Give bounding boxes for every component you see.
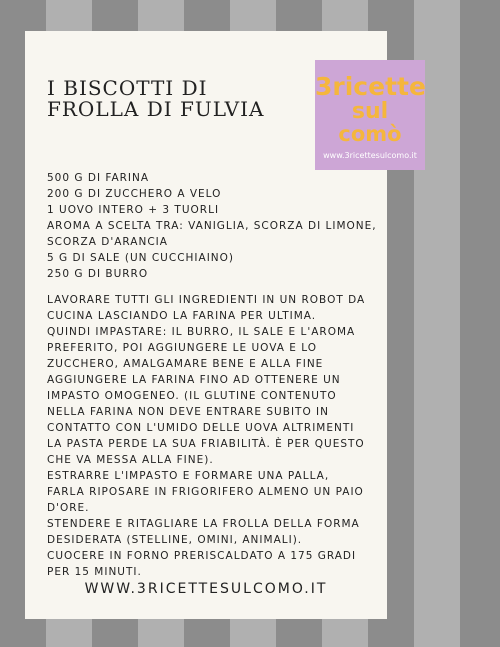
ingredient-item: 500 G DI FARINA (47, 172, 150, 184)
instruction-step: ESTRARRE L'IMPASTO E FORMARE UNA PALLA, FARLA RIPOSARE IN FRIGORIFERO ALMENO UN PAIO D'ORE. (47, 470, 364, 514)
instruction-step: QUINDI IMPASTARE: IL BURRO, IL SALE E L'AROMA PREFERITO, POI AGGIUNGERE LE UOVA E LO ZUCCHERO, AMALGAMARE BENE E ALLA FINE AGGIUNGERE LA FARINA FINO AD OTTENERE UN IMPASTO OMOGENEO. (IL GLUTINE CONTENUTO NELLA FARINA NON DEVE ENTRARE SUBITO IN CONTATTO CON L'UMIDO DELLE UOVA ALTRIMENTI LA PASTA PERDE LA SUA FRIABILITÀ. È PER QUESTO CHE VA MESSA ALLA FINE). (47, 326, 365, 466)
logo-url: www.3ricettesulcomo.it (323, 151, 417, 160)
logo-line-3: comò (338, 122, 402, 146)
ingredient-item: 5 G DI SALE (UN CUCCHIAINO) (47, 252, 235, 264)
website-url: WWW.3RICETTESULCOMO.IT (84, 581, 328, 597)
recipe-title: I BISCOTTI DI FROLLA DI FULVIA (47, 76, 265, 121)
recipe-card (25, 31, 426, 619)
brand-logo (315, 60, 425, 170)
ingredients-list (47, 170, 377, 282)
instruction-step: LAVORARE TUTTI GLI INGREDIENTI IN UN ROBOT DA CUCINA LASCIANDO LA FARINA PER ULTIMA. (47, 294, 366, 322)
instructions (47, 292, 369, 580)
ingredient-item: AROMA A SCELTA TRA: VANIGLIA, SCORZA DI LIMONE, SCORZA D'ARANCIA (47, 220, 377, 248)
ingredient-item: 200 G DI ZUCCHERO A VELO (47, 188, 222, 200)
instruction-step: CUOCERE IN FORNO PRERISCALDATO A 175 GRADI PER 15 MINUTI. (47, 550, 357, 578)
ingredient-item: 1 UOVO INTERO + 3 TUORLI (47, 204, 220, 216)
logo-line-2: sul (351, 99, 389, 124)
instruction-step: STENDERE E RITAGLIARE LA FROLLA DELLA FORMA DESIDERATA (STELLINE, OMINI, ANIMALI). (47, 518, 360, 546)
logo-line-1: 3ricette (315, 72, 426, 101)
ingredient-item: 250 G DI BURRO (47, 268, 149, 280)
